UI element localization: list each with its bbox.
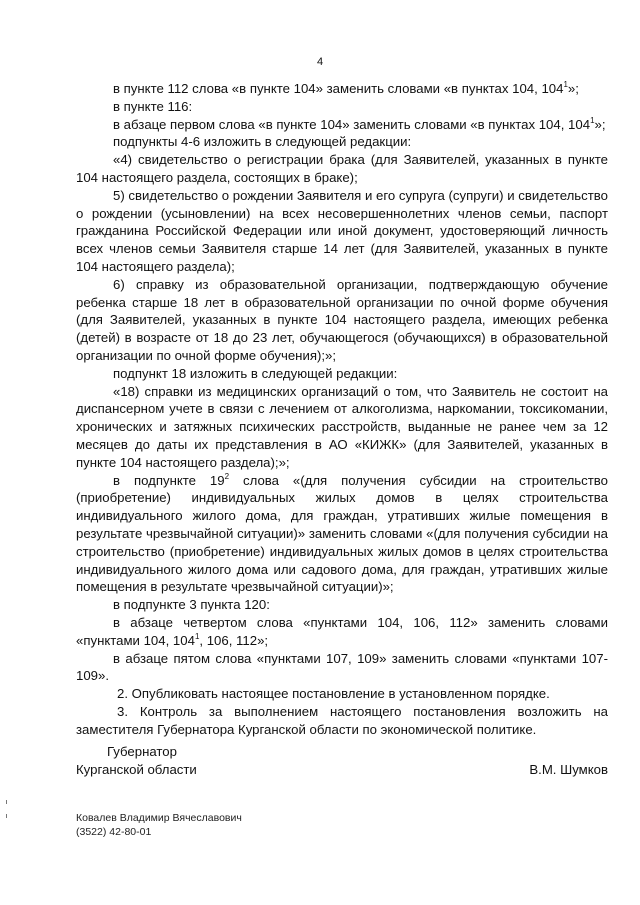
paragraph xyxy=(76,650,608,686)
executor-name: Ковалев Владимир Вячеславович xyxy=(76,812,242,824)
superscript: 1 xyxy=(194,631,200,641)
signatory-name: В.М. Шумков xyxy=(529,762,608,777)
paragraph xyxy=(76,116,608,134)
paragraph-text: 3. Контроль за выполнением настоящего постановления возложить на заместителя Губернатора Курганской области по экономической политике. xyxy=(76,703,608,737)
paragraph xyxy=(76,614,608,650)
superscript: 1 xyxy=(563,80,568,89)
paragraph-text: »; xyxy=(594,116,606,132)
paragraph xyxy=(76,187,608,276)
margin-mark xyxy=(6,814,7,818)
paragraph-text: 6) справку из образовательной организации, подтверждающую обучение ребенка старше 18 лет в образовательной организации по очной форме обучения (для Заявителей, указанных в пункте 104 настоящего раздела, имеющих ребенка (детей) в возрасте от 18 до 23 лет, обучающегося (обучающихся) в образовательной организации по очной форме обучения);»; xyxy=(76,276,608,363)
paragraph xyxy=(76,472,608,597)
document-body xyxy=(76,80,608,738)
signatory-title-line2: Курганской области xyxy=(76,762,197,777)
paragraph xyxy=(76,365,608,383)
paragraph-text: в абзаце четвертом слова «пунктами 104, 106, 112» заменить словами «пунктами 104, 104 xyxy=(76,614,608,648)
paragraph xyxy=(76,383,608,472)
paragraph xyxy=(76,80,608,98)
paragraph-text: «4) свидетельство о регистрации брака (для Заявителей, указанных в пункте 104 настоящего раздела, состоящих в браке); xyxy=(76,152,608,185)
paragraph-text: подпункты 4-6 изложить в следующей редакции: xyxy=(113,134,412,150)
paragraph-text: в абзаце первом слова «в пункте 104» заменить словами «в пунктах 104, 104 xyxy=(113,116,591,132)
superscript: 2 xyxy=(224,471,230,481)
paragraph xyxy=(76,596,608,614)
paragraph-text: в пункте 112 слова «в пункте 104» заменить словами «в пунктах 104, 104 xyxy=(113,81,564,96)
paragraph xyxy=(76,151,608,187)
paragraph-text: подпункт 18 изложить в следующей редакции: xyxy=(113,365,398,381)
paragraph xyxy=(76,133,608,151)
paragraph xyxy=(76,685,608,703)
signatory-title-line1: Губернатор xyxy=(107,744,177,759)
paragraph-text: в подпункте 19 xyxy=(113,472,225,488)
executor-phone: (3522) 42-80-01 xyxy=(76,826,152,838)
paragraph-text: «18) справки из медицинских организаций о том, что Заявитель не состоит на диспансерном учете в связи с лечением от алкоголизма, наркомании, токсикомании, хронических и затяжных психических расстройств, выданные не ранее чем за 12 месяцев до даты их представления в АО «КИЖК» (для Заявителей, указанных в пункте 104 настоящего раздела);»; xyxy=(76,383,608,470)
paragraph-text: »; xyxy=(567,81,579,96)
paragraph xyxy=(76,98,608,116)
paragraph-text: 5) свидетельство о рождении Заявителя и его супруга (супруги) и свидетельство о рождении (усыновлении) на всех несовершеннолетних членов семьи, паспорт гражданина Российской Федерации или иной документ, удостоверяющий личность всех членов семьи Заявителя старше 14 лет (для Заявителей, указанных в пункте 104 настоящего раздела); xyxy=(76,187,608,274)
margin-mark xyxy=(6,800,7,804)
paragraph xyxy=(76,703,608,739)
paragraph-text: в подпункте 3 пункта 120: xyxy=(113,597,270,613)
paragraph-text: в пункте 116: xyxy=(113,98,193,114)
paragraph xyxy=(76,276,608,365)
superscript: 1 xyxy=(590,115,595,125)
page-number: 4 xyxy=(316,56,324,68)
paragraph-text: , 106, 112»; xyxy=(199,632,269,648)
paragraph-text: 2. Опубликовать настоящее постановление в установленном порядке. xyxy=(117,686,550,702)
paragraph-text: слова «(для получения субсидии на строительство (приобретение) индивидуальных жилых домов в целях строительства индивидуального жилого дома, для граждан, утративших жилые помещения в результате чрезвычайной ситуации)» заменить словами «(для получения субсидии на строительство (приобретение) индивидуальных жилых домов в целях строительства индивидуального жилого дома или садового дома, для граждан, утративших жилые помещения в результате чрезвычайной ситуации)»; xyxy=(76,472,609,595)
paragraph-text: в абзаце пятом слова «пунктами 107, 109» заменить словами «пунктами 107-109». xyxy=(76,650,608,684)
